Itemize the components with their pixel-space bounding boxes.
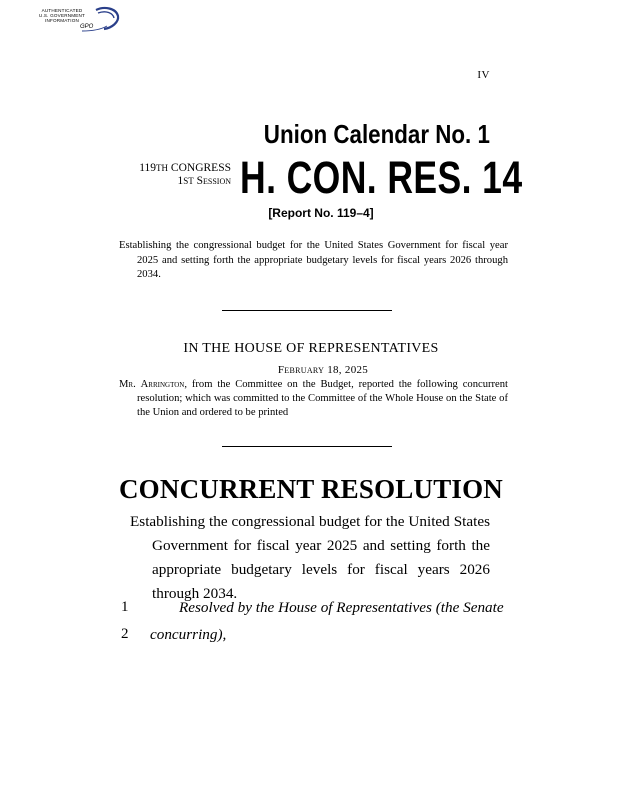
long-title-text: Establishing the congressional budget for the United States Government for fiscal year 2025 and setting forth the appropriate budgetary levels for fiscal years 2026 through 2034.	[130, 513, 490, 602]
action-date: February 18, 2025	[277, 364, 369, 376]
union-calendar-number: Union Calendar No. 1	[263, 119, 490, 149]
session-line	[119, 175, 231, 188]
short-purpose: Establishing the congressional budget for the United States Government for fiscal year 2025 and setting forth the appropriate budgetary levels for fiscal years 2026 through 2034.	[119, 240, 508, 281]
congress-word: CONGRESS	[170, 162, 231, 174]
action-text	[119, 378, 508, 421]
member-name: Arrington	[140, 379, 185, 390]
seal-line-1: AUTHENTICATED	[41, 8, 83, 13]
document-type-heading: CONCURRENT RESOLUTION	[118, 474, 504, 504]
long-title	[130, 510, 490, 606]
congress-line	[119, 162, 231, 175]
line-number-2: 2	[121, 626, 129, 642]
resolving-clause-line-1: Resolved by the House of Representatives (the Senate	[179, 599, 504, 616]
session-number: 1	[177, 175, 184, 187]
page-label: IV	[477, 69, 490, 81]
chamber-heading: IN THE HOUSE OF REPRESENTATIVES	[183, 341, 439, 356]
member-title: Mr.	[119, 379, 136, 390]
action-description: , from the Committee on the Budget, reported the following concurrent resolution; which was committed to the Committee of the Whole House on the State of the Union and ordered to be printed	[137, 379, 508, 419]
seal-line-3: INFORMATION	[44, 18, 79, 23]
divider-bottom	[222, 446, 392, 447]
report-number: [Report No. 119–4]	[268, 206, 374, 220]
divider-top	[222, 310, 392, 311]
seal-gpo-mark: GPO	[80, 24, 94, 30]
gpo-seal	[12, 4, 124, 40]
congress-ordinal: TH	[156, 163, 169, 173]
congress-number: 119	[139, 162, 157, 174]
line-number-1: 1	[121, 599, 129, 615]
congress-session-block	[119, 162, 231, 188]
session-ordinal: ST	[183, 176, 194, 186]
resolving-clause-line-2: concurring),	[150, 626, 227, 643]
seal-line-2: U.S. GOVERNMENT	[38, 13, 86, 18]
resolution-number: H. CON. RES. 14	[240, 152, 523, 203]
session-word: Session	[196, 175, 231, 187]
